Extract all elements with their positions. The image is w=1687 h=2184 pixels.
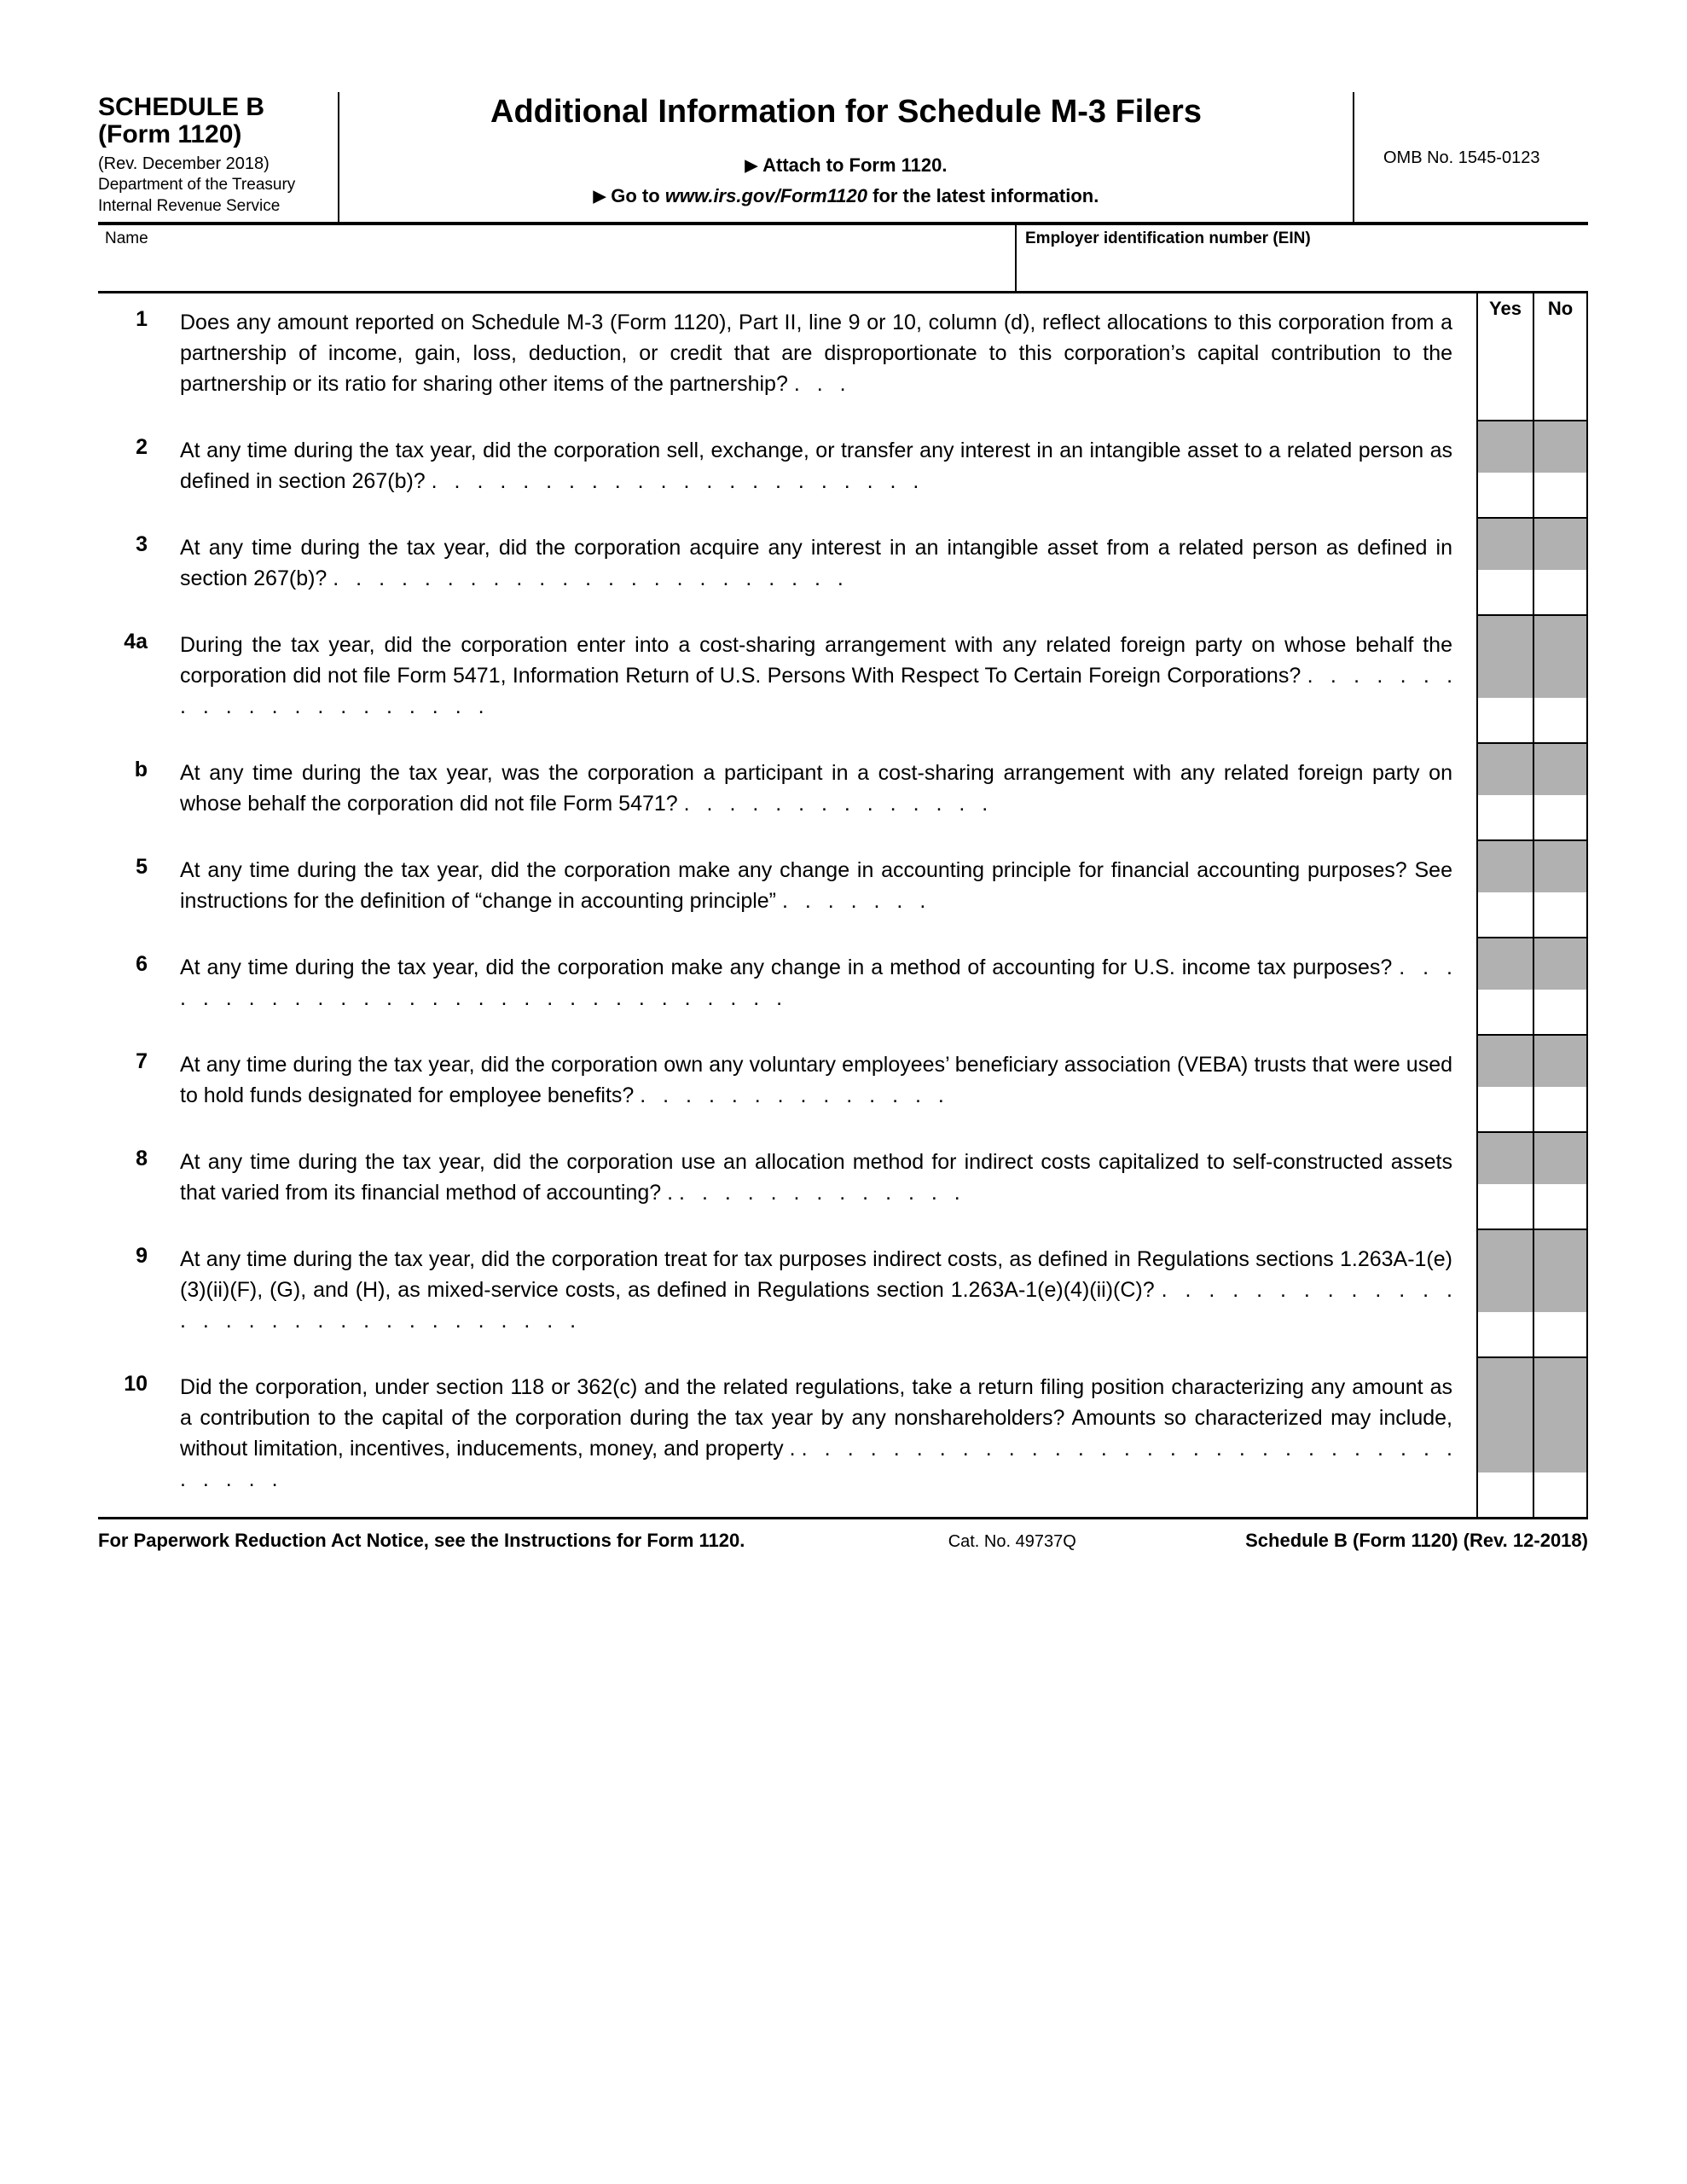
department-label: Department of the Treasury [98,175,296,194]
question-text-body: During the tax year, did the corporation enter into a cost-sharing arrangement with any related foreign party on whose behalf the corporation did not file Form 5471, Information Return of U.S. Persons With Respect To Certain Foreign Corporations? [180,633,1452,688]
yes-answer-box-q5[interactable] [1478,892,1533,937]
question-number: 6 [136,952,148,976]
question-row-5 [98,841,1588,938]
goto-prefix: Go to [611,185,665,206]
question-text-body: Did the corporation, under section 118 or 362(c) and the related regulations, take a return filing position characterizing any amount as a contribution to the capital of the corporation during the tax year by any nonshareholders? Amounts so characterized may include, without limitation, incentives, inducements, money, and property . [180,1375,1452,1461]
no-column-header: No [1547,298,1574,319]
name-input[interactable] [105,248,1008,282]
schedule-reference: Schedule B (Form 1120) (Rev. 12-2018) [1245,1530,1588,1551]
no-answer-box-q10[interactable] [1534,1472,1586,1517]
form-content [98,92,1588,1552]
yes-column-q2 [1476,421,1533,519]
question-number: 5 [136,855,148,879]
question-number: 9 [136,1244,148,1268]
no-answer-box-q2[interactable] [1534,473,1586,517]
shaded-cell [1534,1230,1586,1312]
questions-table [98,293,1588,1519]
yes-answer-box-q8[interactable] [1478,1184,1533,1228]
shaded-cell [1534,744,1586,795]
catalog-number: Cat. No. 49737Q [948,1532,1076,1551]
shaded-cell [1534,616,1586,698]
question-row-2 [98,421,1588,519]
question-text [180,1036,1476,1133]
yes-column-q7 [1476,1036,1533,1133]
no-column-q6 [1533,938,1588,1036]
yes-answer-box-q2[interactable] [1478,473,1533,517]
no-answer-box-q5[interactable] [1534,892,1586,937]
question-row-8 [98,1133,1588,1230]
shaded-cell [1478,744,1533,795]
form-footer [98,1519,1588,1552]
dotted-leader: . . . [793,372,846,396]
question-text-body: At any time during the tax year, did the corporation make any change in accounting principle for financial accounting purposes? See instructions for the definition of “change in accounting principle” [180,858,1452,913]
shaded-cell [1478,1358,1533,1472]
question-text [180,841,1476,938]
question-row-6 [98,938,1588,1036]
ein-input[interactable] [1025,248,1580,282]
revision-label: (Rev. December 2018) [98,154,270,173]
question-text [180,293,1476,421]
yes-column-q8 [1476,1133,1533,1230]
question-text-body: At any time during the tax year, was the corporation a participant in a cost-sharing arrangement with any related foreign party on whose behalf the corporation did not file Form 5471? [180,761,1452,816]
no-answer-box-q6[interactable] [1534,990,1586,1034]
dotted-leader: . . . . . . . . . . . . . . . . . . . . . . . . . . . . . . [180,956,1453,1010]
form-id-block [98,92,339,222]
shaded-cell [1534,421,1586,473]
shaded-cell [1534,519,1586,570]
question-row-10 [98,1358,1588,1517]
dotted-leader: . . . . . . . . . . . . . . [683,792,988,816]
question-number: 10 [124,1372,148,1396]
dotted-leader: . . . . . . . . . . . . . . . . . . . . . . . . . . . . . . . . . . [180,1437,1452,1491]
shaded-cell [1478,421,1533,473]
question-text-body: At any time during the tax year, did the corporation acquire any interest in an intangible asset from a related person as defined in section 267(b)? [180,536,1452,590]
no-column-q4a [1533,616,1588,744]
question-text-body: Does any amount reported on Schedule M-3 (Form 1120), Part II, line 9 or 10, column (d), reflect allocations to this corporation from a partnership of income, gain, loss, deduction, or credit that are disproportionate to this corporation’s capital contribution to the partnership or its ratio for sharing other items of the partnership? [180,311,1452,396]
paperwork-notice: For Paperwork Reduction Act Notice, see the Instructions for Form 1120. [98,1530,745,1551]
no-column-q5 [1533,841,1588,938]
yes-answer-box-q4a[interactable] [1478,698,1533,742]
agency-label: Internal Revenue Service [98,196,281,215]
question-row-b [98,744,1588,841]
question-row-1 [98,293,1588,421]
no-answer-box-q3[interactable] [1534,570,1586,614]
yes-answer-box-q7[interactable] [1478,1087,1533,1131]
yes-column-header: Yes [1489,298,1522,319]
dotted-leader: . . . . . . . . . . . . . . . . . . . . . . . . . . . . . . . [180,1278,1452,1333]
no-column-q2 [1533,421,1588,519]
dotted-leader: . . . . . . . . . . . . . . . . . . . . . [180,664,1453,718]
shaded-cell [1478,1036,1533,1087]
question-number: 2 [136,435,148,459]
yes-column-qb [1476,744,1533,841]
dotted-leader: . . . . . . . . . . . . . [679,1181,960,1205]
shaded-cell [1534,1358,1586,1472]
shaded-cell [1478,1230,1533,1312]
no-column-qb [1533,744,1588,841]
yes-answer-box-q10[interactable] [1478,1472,1533,1517]
question-row-3 [98,519,1588,616]
shaded-cell [1534,938,1586,990]
question-text-body: At any time during the tax year, did the corporation make any change in a method of accounting for U.S. income tax purposes? [180,956,1393,979]
form-header [98,92,1588,225]
dotted-leader: . . . . . . . [781,889,926,913]
question-text-body: At any time during the tax year, did the corporation sell, exchange, or transfer any interest in an intangible asset to a related person as defined in section 267(b)? [180,439,1452,493]
attach-instruction [339,154,1353,177]
shaded-cell [1534,1036,1586,1087]
shaded-cell [1478,1133,1533,1184]
schedule-label: SCHEDULE B [98,93,265,121]
name-cell [98,225,1015,291]
name-label: Name [105,229,148,247]
no-column-q1 [1533,293,1588,421]
question-row-9 [98,1230,1588,1358]
question-text [180,1133,1476,1230]
yes-column-q6 [1476,938,1533,1036]
form-title: Additional Information for Schedule M-3 Filers [490,94,1202,130]
no-column-q10 [1533,1358,1588,1517]
omb-block [1353,92,1588,222]
omb-number: OMB No. 1545-0123 [1383,148,1540,167]
dotted-leader: . . . . . . . . . . . . . . . . . . . . . . [431,469,919,493]
irs-url: www.irs.gov/Form1120 [664,185,867,206]
no-column-q9 [1533,1230,1588,1358]
question-number: 3 [136,532,148,556]
question-text [180,744,1476,841]
form-number-label: (Form 1120) [98,120,242,149]
question-number: 1 [136,307,148,331]
no-answer-box-q4a[interactable] [1534,698,1586,742]
question-text-body: At any time during the tax year, did the corporation treat for tax purposes indirect costs, as defined in Regulations sections 1.263A-1(e)(3)(ii)(F), (G), and (H), as mixed-service costs, as defined in Regulations section 1.263A-1(e)(4)(ii)(C)? [180,1247,1452,1302]
no-answer-box-q7[interactable] [1534,1087,1586,1131]
answer-area-filler [1534,328,1586,375]
question-number: b [134,758,148,781]
yes-answer-box-q9[interactable] [1478,1312,1533,1356]
name-ein-row [98,225,1588,293]
no-answer-box-q9[interactable] [1534,1312,1586,1356]
question-text-body: At any time during the tax year, did the corporation use an allocation method for indirect costs capitalized to self-constructed assets that varied from its financial method of accounting? . [180,1150,1452,1205]
yes-column-q10 [1476,1358,1533,1517]
shaded-cell [1478,841,1533,892]
goto-instruction [339,185,1353,207]
question-text [180,1230,1476,1358]
question-text [180,421,1476,519]
yes-column-q9 [1476,1230,1533,1358]
goto-suffix: for the latest information. [867,185,1099,206]
dotted-leader: . . . . . . . . . . . . . . . . . . . . . . . [333,566,844,590]
no-answer-box-q8[interactable] [1534,1184,1586,1228]
question-row-4a [98,616,1588,744]
no-column-q3 [1533,519,1588,616]
question-number: 4a [124,630,148,653]
attach-instruction-text: Attach to Form 1120. [762,154,948,176]
yes-answer-box-q3[interactable] [1478,570,1533,614]
ein-label: Employer identification number (EIN) [1025,229,1311,247]
yes-answer-box-qb[interactable] [1478,795,1533,839]
yes-column-q5 [1476,841,1533,938]
question-number: 7 [136,1049,148,1073]
yes-answer-box-q6[interactable] [1478,990,1533,1034]
arrow-right-icon: ▶ [745,157,758,175]
shaded-cell [1478,938,1533,990]
no-column-q7 [1533,1036,1588,1133]
shaded-cell [1478,519,1533,570]
shaded-cell [1534,841,1586,892]
yes-column-q1 [1476,293,1533,421]
question-text [180,938,1476,1036]
question-row-7 [98,1036,1588,1133]
arrow-right-icon: ▶ [593,188,606,206]
question-text [180,616,1476,744]
no-column-q8 [1533,1133,1588,1230]
dotted-leader: . . . . . . . . . . . . . . [640,1083,944,1107]
yes-answer-box-q1[interactable] [1478,375,1533,420]
no-answer-box-q1[interactable] [1534,375,1586,420]
no-answer-box-qb[interactable] [1534,795,1586,839]
ein-cell [1015,225,1588,291]
question-number: 8 [136,1147,148,1170]
shaded-cell [1478,616,1533,698]
question-text-body: At any time during the tax year, did the corporation own any voluntary employees’ beneficiary association (VEBA) trusts that were used to hold funds designated for employee benefits? [180,1053,1452,1107]
form-title-block [339,92,1353,222]
question-text [180,1358,1476,1517]
shaded-cell [1534,1133,1586,1184]
yes-column-q4a [1476,616,1533,744]
yes-column-q3 [1476,519,1533,616]
answer-area-filler [1478,328,1533,375]
question-text [180,519,1476,616]
